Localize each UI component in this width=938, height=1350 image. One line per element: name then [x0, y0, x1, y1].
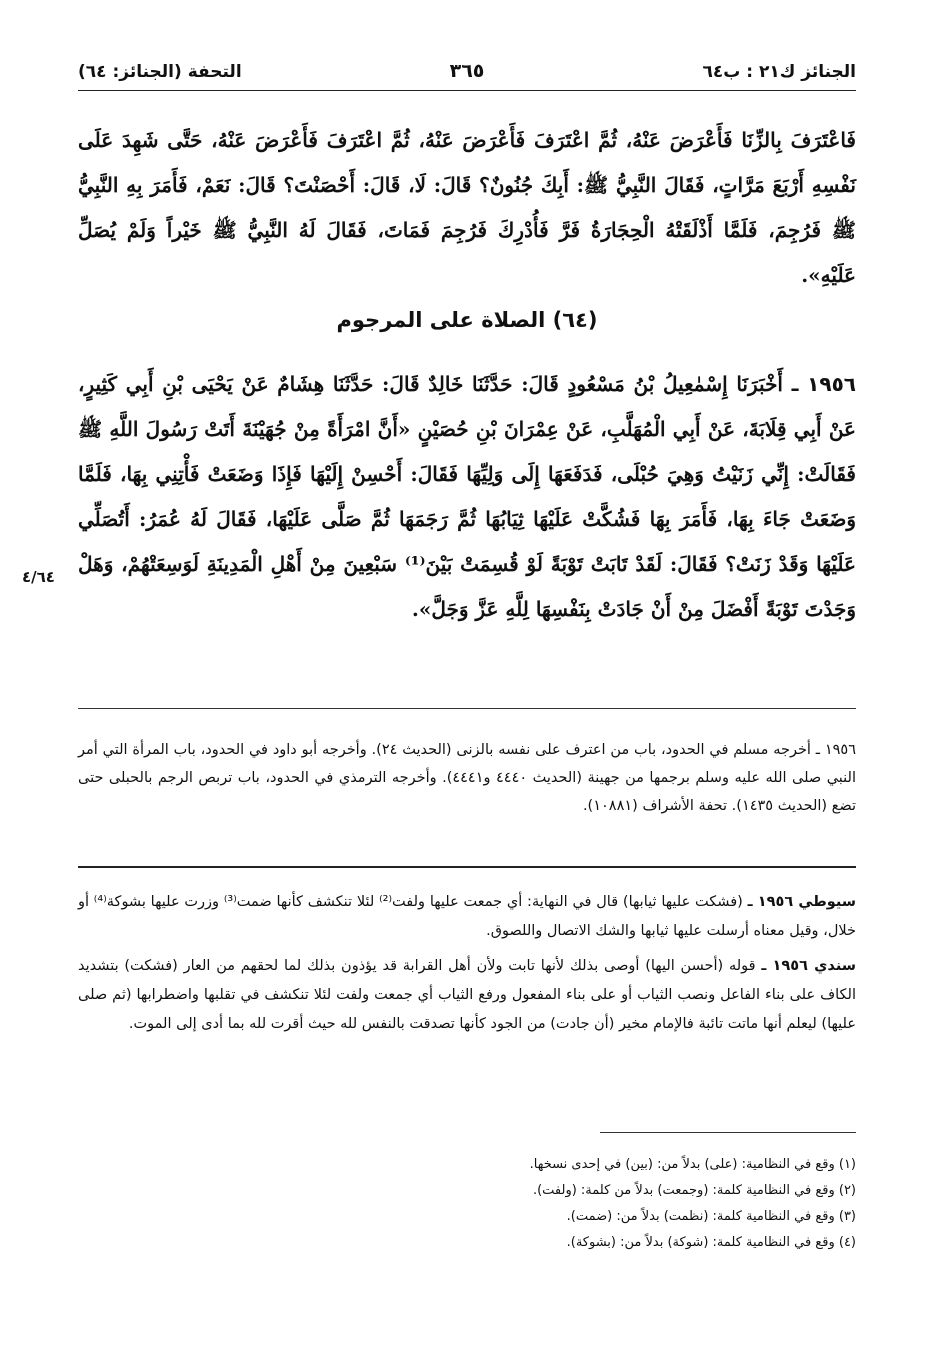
sindi-text: قوله (أحسن اليها) أوصى بذلك لأنها تابت ولأن أهل القرابة قد يؤذون بذلك لما لحقهم من العار (فشكت) بتشديد الكاف على بناء الفاعل ونصب الثياب أو على بناء المفعول ورفع الثياب أي جمعت ولفت لئلا تنكشف في تقلبها واضطرابها (ثم صلى عليها) ليعلم أنها ماتت تائبة فالإمام مخير (أن جادت) من الجود كأنها تصدقت بالنفس لله حيث أقرت لله بما أدى إلى الموت.	[78, 958, 856, 1032]
header-book-reference: الجنائز ك٢١ : ب٦٤	[702, 62, 856, 82]
hadith-text: أَخْبَرَنَا إِسْمٰعِيلُ بْنُ مَسْعُودٍ قَالَ: حَدَّثَنَا خَالِدٌ قَالَ: حَدَّثَنَا هِشَامٌ عَنْ يَحْيَى بْنِ أَبِي كَثِيرٍ، عَنْ أَبِي قِلَابَةَ، عَنْ أَبِي الْمُهَلَّبِ، عَنْ عِمْرَانَ بْنِ حُصَيْنٍ «أَنَّ امْرَأَةً مِنْ جُهَيْنَةَ أَتَتْ رَسُولَ اللَّهِ ﷺ فَقَالَتْ: إِنِّي زَنَيْتُ وَهِيَ حُبْلَى، فَدَفَعَهَا إِلَى وَلِيِّهَا فَقَالَ: أَحْسِنْ إِلَيْهَا فَإِذَا وَضَعَتْ فَأْتِنِي بِهَا، فَلَمَّا وَضَعَتْ جَاءَ بِهَا، فَأَمَرَ بِهَا فَشُكَّتْ عَلَيْهَا ثِيَابُهَا ثُمَّ رَجَمَهَا ثُمَّ صَلَّى عَلَيْهَا، فَقَالَ لَهُ عُمَرُ: أَتُصَلِّي عَلَيْهَا وَقَدْ زَنَتْ؟ فَقَالَ: لَقَدْ تَابَتْ تَوْبَةً لَوْ قُسِمَتْ بَيْنَ⁽¹⁾ سَبْعِينَ مِنْ أَهْلِ الْمَدِينَةِ لَوَسِعَتْهُمْ، وَهَلْ وَجَدْتَ تَوْبَةً أَفْضَلَ مِنْ أَنْ جَادَتْ بِنَفْسِهَا لِلَّهِ عَزَّ وَجَلَّ».	[78, 372, 856, 621]
suyuti-commentary	[78, 888, 856, 946]
chapter-title: (٦٤) الصلاة على المرجوم	[336, 308, 598, 332]
margin-reference: ٤/٦٤	[22, 568, 55, 586]
takhrij-divider	[78, 708, 856, 709]
footnote-1: (١) وقع في النظامية: (على) بدلاً من: (بين) في إحدى نسخها.	[529, 1157, 856, 1172]
footnotes	[78, 1152, 856, 1256]
footnotes-divider	[600, 1132, 856, 1133]
commentary-divider	[78, 866, 856, 868]
footnote-4: (٤) وقع في النظامية كلمة: (شوكة) بدلاً من: (بشوكة).	[566, 1235, 856, 1250]
hadith-number: ١٩٥٦ ـ	[791, 372, 856, 396]
header-divider	[78, 90, 856, 91]
sindi-commentary	[78, 952, 856, 1039]
takhrij-note: ١٩٥٦ ـ أخرجه مسلم في الحدود، باب من اعترف على نفسه بالزنى (الحديث ٢٤). وأخرجه أبو داود في الحدود، باب المرأة التي أمر النبي صلى الله عليه وسلم برجمها من جهينة (الحديث ٤٤٤٠ و٤٤٤١). وأخرجه الترمذي في الحدود، باب تربص الرجم بالحبلى حتى تضع (الحديث ١٤٣٥). تحفة الأشراف (١٠٨٨١).	[78, 742, 856, 814]
sindi-label: سندي ١٩٥٦ ـ	[761, 958, 856, 974]
hadith-1956	[78, 362, 856, 632]
previous-hadith-text: فَاعْتَرَفَ بِالزِّنَا فَأَعْرَضَ عَنْهُ، ثُمَّ اعْتَرَفَ فَأَعْرَضَ عَنْهُ، ثُمَّ اعْتَرَفَ فَأَعْرَضَ عَنْهُ، حَتَّى شَهِدَ عَلَى نَفْسِهِ أَرْبَعَ مَرَّاتٍ، فَقَالَ النَّبِيُّ ﷺ: أَبِكَ جُنُونٌ؟ قَالَ: لَا، قَالَ: أَحْصَنْتَ؟ قَالَ: نَعَمْ، فَأَمَرَ بِهِ النَّبِيُّ ﷺ فَرُجِمَ، فَلَمَّا أَذْلَقَتْهُ الْحِجَارَةُ فَرَّ فَأُدْرِكَ فَرُجِمَ فَمَاتَ، فَقَالَ لَهُ النَّبِيُّ ﷺ خَيْراً وَلَمْ يُصَلِّ عَلَيْهِ».	[78, 128, 856, 287]
suyuti-text: (فشكت عليها ثيابها) قال في النهاية: أي جمعت عليها ولفت⁽²⁾ لئلا تنكشف كأنها ضمت⁽³⁾ وزرت عليها بشوكة⁽⁴⁾ أو خلال، وقيل معناه أرسلت عليها ثيابها والشك الاتصال واللصوق.	[78, 894, 856, 939]
page-header	[78, 58, 856, 88]
commentary-section	[78, 888, 856, 1045]
footnote-2: (٢) وقع في النظامية كلمة: (وجمعت) بدلاً من كلمة: (ولفت).	[532, 1183, 856, 1198]
page-number: ٣٦٥	[449, 60, 485, 82]
suyuti-label: سيوطي ١٩٥٦ ـ	[747, 894, 857, 910]
header-tuhfa-reference: التحفة (الجنائز: ٦٤)	[78, 62, 242, 82]
footnote-3: (٣) وقع في النظامية كلمة: (نظمت) بدلاً من: (ضمت).	[566, 1209, 856, 1224]
